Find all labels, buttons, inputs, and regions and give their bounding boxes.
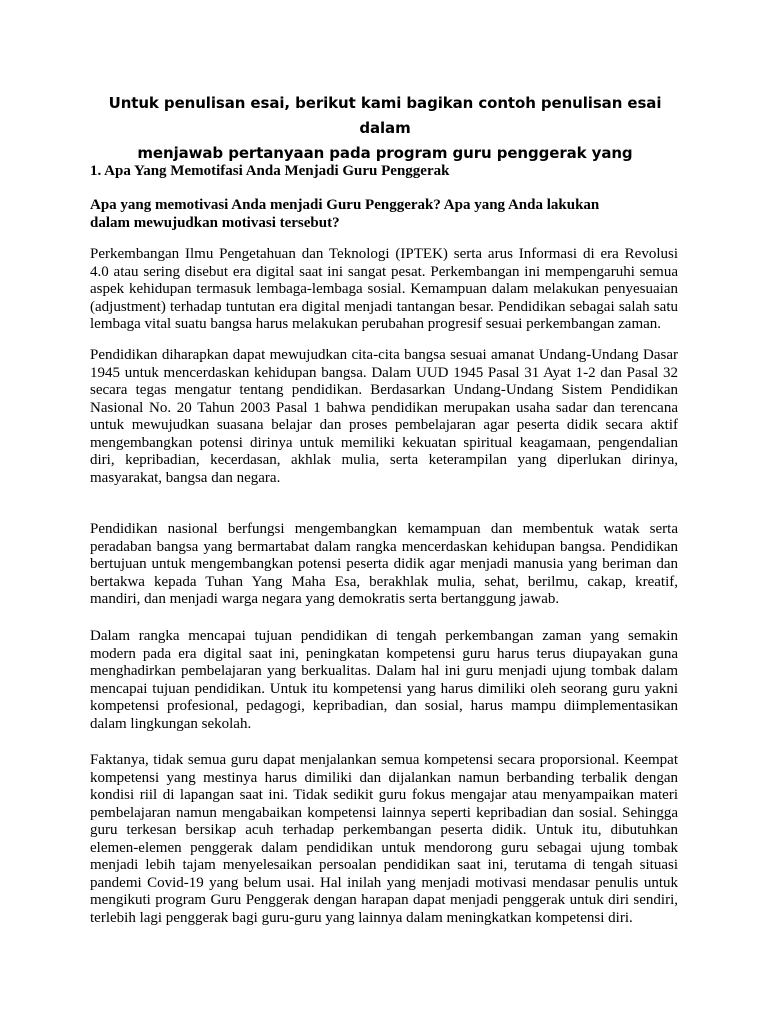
text-line: 1945 untuk mencerdaskan kehidupan bangsa. Dalam UUD 1945 Pasal 31 Ayat 1-2 dan Pasal 32 — [90, 364, 678, 381]
question-line: Apa yang memotivasi Anda menjadi Guru Penggerak? Apa yang Anda lakukan — [90, 197, 600, 213]
paragraph-4 — [90, 628, 678, 733]
title-line: menjawab pertanyaan pada program guru penggerak yang — [137, 144, 633, 162]
text-line: dalam lingkungan sekolah. — [90, 715, 252, 732]
text-line: Pendidikan diharapkan dapat mewujudkan cita-cita bangsa sesuai amanat Undang-Undang Dasar — [90, 347, 678, 363]
text-line: aspek kehidupan termasuk lembaga-lembaga sosial. Kemampuan dalam melakukan penyesuaian — [90, 281, 678, 297]
title-line: Untuk penulisan esai, berikut kami bagikan contoh penulisan esai dalam — [108, 94, 662, 137]
text-line: menghadirkan pembelajaran yang berkualitas. Dalam hal ini guru menjadi ujung tombak dalam — [90, 663, 678, 679]
text-line: masyarakat, bangsa dan negara. — [90, 469, 281, 486]
paragraph-1 — [90, 246, 678, 334]
text-line: (adjustment) terhadap tuntutan era digital menjadi tantangan besar. Pendidikan sebagai salah satu — [90, 298, 678, 315]
text-line: menjadi lebih tajam menyelesaikan persoalan pendidikan saat ini, terutama di tengah situasi — [90, 857, 678, 873]
text-line: terlebih lagi penggerak bagi guru-guru yang lainnya dalam meningkatkan kompetensi diri. — [90, 909, 633, 926]
text-line: mengikuti program Guru Penggerak dengan harapan dapat menjadi penggerak untuk diri sendiri, — [90, 892, 678, 908]
text-line: guru terkesan bersikap acuh terhadap perkembangan peserta didik. Untuk itu, dibutuhkan — [90, 822, 678, 838]
text-line: Faktanya, tidak semua guru dapat menjalankan semua kompetensi secara proporsional. Keempat — [90, 752, 678, 768]
text-line: elemen-elemen penggerak dalam pendidikan untuk mendorong guru sebagai ujung tombak — [90, 839, 678, 856]
section-heading — [90, 162, 690, 180]
document-title — [90, 91, 680, 166]
question-line: dalam mewujudkan motivasi tersebut? — [90, 215, 340, 231]
text-line: mencapai tujuan pendidikan. Untuk itu kompetensi yang harus dimiliki oleh seorang guru yakni — [90, 680, 678, 697]
text-line: mandiri, dan menjadi warga negara yang demokratis serta bertanggung jawab. — [90, 591, 560, 607]
text-line: peradaban bangsa yang bermartabat dalam rangka mencerdaskan kehidupan bangsa. Pendidikan — [90, 538, 678, 555]
text-line: kompetensi yang mestinya harus dimiliki dan dijalankan namun berbanding terbalik dengan — [90, 769, 678, 786]
text-line: modern pada era digital saat ini, peningkatan kompetensi guru harus terus diupayakan guna — [90, 645, 678, 662]
text-line: kondisi riil di lapangan saat ini. Tidak sedikit guru fokus mengajar atau menyampaikan materi — [90, 787, 678, 803]
text-line: secara tegas mengatur tentang pendidikan. Berdasarkan Undang-Undang Sistem Pendidikan — [90, 382, 678, 398]
paragraph-3 — [90, 521, 678, 609]
text-line: kompetensi profesional, pedagogi, kepribadian, dan sosial, harus mampu diimplementasikan — [90, 698, 678, 714]
text-line: lembaga vital suatu bangsa harus melakukan perubahan progresif sesuai perkembangan zaman. — [90, 316, 662, 332]
text-line: mengembangkan potensi dirinya untuk memiliki kekuatan spiritual keagamaan, pengendalian — [90, 434, 678, 451]
text-line: untuk mewujudkan suasana belajar dan proses pembelajaran agar peserta didik secara aktif — [90, 417, 678, 433]
section-heading-text: 1. Apa Yang Memotifasi Anda Menjadi Guru Penggerak — [90, 163, 450, 179]
text-line: bertakwa kepada Tuhan Yang Maha Esa, berakhlak mulia, sehat, berilmu, cakap, kreatif, — [90, 573, 678, 590]
text-line: bertujuan untuk mengembangkan potensi peserta didik agar menjadi manusia yang beriman dan — [90, 556, 678, 572]
text-line: pembelajaran namun mengabaikan kompetensi lainnya seperti kepribadian dan sosial. Sehingga — [90, 804, 678, 821]
text-line: Dalam rangka mencapai tujuan pendidikan di tengah perkembangan zaman yang semakin — [90, 628, 678, 644]
question-heading — [90, 196, 690, 232]
text-line: diri, kepribadian, kecerdasan, akhlak mulia, serta keterampilan yang diperlukan dirinya, — [90, 452, 678, 468]
text-line: pandemi Covid-19 yang belum usai. Hal inilah yang menjadi motivasi mendasar penulis untuk — [90, 874, 678, 891]
paragraph-5 — [90, 752, 678, 927]
text-line: Nasional No. 20 Tahun 2003 Pasal 1 bahwa pendidikan merupakan usaha sadar dan terencana — [90, 399, 678, 416]
text-line: 4.0 atau sering disebut era digital saat ini sangat pesat. Perkembangan ini mempengaruhi semua — [90, 263, 678, 280]
paragraph-2 — [90, 347, 678, 487]
text-line: Perkembangan Ilmu Pengetahuan dan Teknologi (IPTEK) serta arus Informasi di era Revolusi — [90, 246, 678, 262]
text-line: Pendidikan nasional berfungsi mengembangkan kemampuan dan membentuk watak serta — [90, 521, 678, 537]
